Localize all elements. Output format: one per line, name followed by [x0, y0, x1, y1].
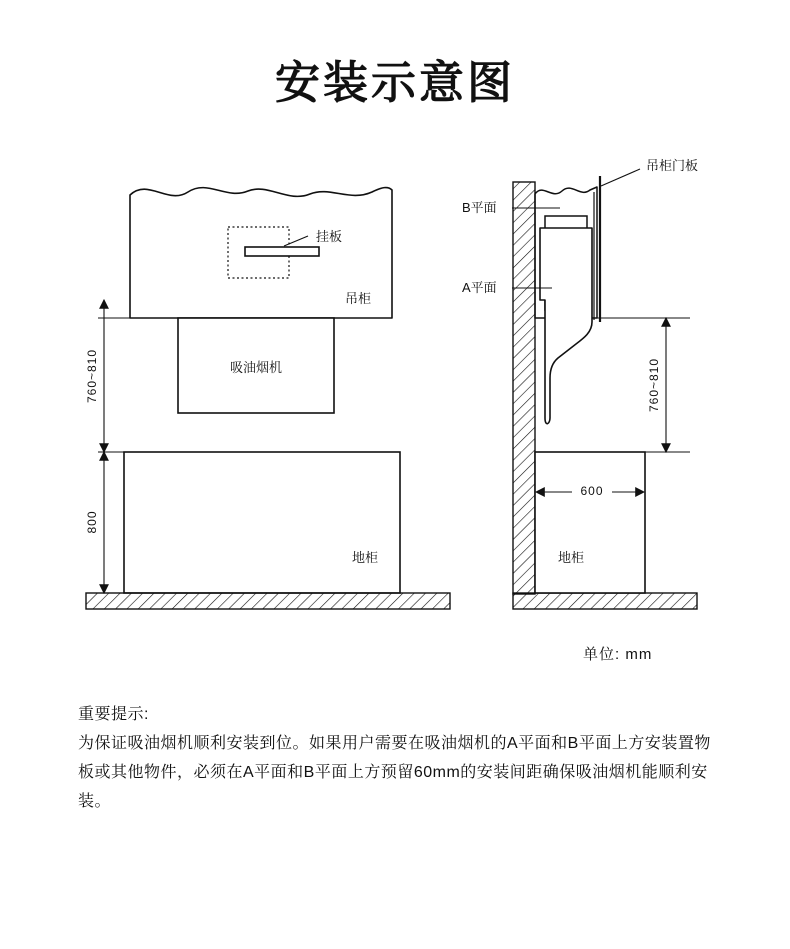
hanging-plate-leader — [284, 236, 308, 246]
page-title: 安装示意图 — [274, 57, 515, 108]
door-panel-label: 吊柜门板 — [646, 158, 699, 173]
plane-a-label: A平面 — [462, 280, 497, 295]
dim-label-760-810-right: 760~810 — [647, 357, 661, 413]
door-panel-leader — [601, 169, 640, 186]
hood-section-body — [540, 228, 592, 424]
hanging-cabinet-label: 吊柜 — [345, 291, 372, 306]
hanging-plate — [245, 247, 319, 256]
notes-heading: 重要提示: — [78, 706, 149, 723]
important-notes — [78, 700, 718, 816]
dim-label-800: 800 — [85, 510, 99, 534]
ground-hatch-left — [86, 593, 450, 609]
hanging-plate-label: 挂板 — [316, 229, 343, 244]
notes-body: 为保证吸油烟机顺利安装到位。如果用户需要在吸油烟机的A平面和B平面上方安装置物板或其他物件，必须在A平面和B平面上方预留60mm的安装间距确保吸油烟机能顺利安装。 — [78, 735, 711, 810]
dim-label-760-810-left: 760~810 — [85, 348, 99, 404]
floor-cabinet-left — [124, 452, 400, 593]
ground-hatch-right — [513, 593, 697, 609]
unit-note: 单位: mm — [583, 646, 653, 663]
floor-cabinet-label-left: 地柜 — [352, 550, 379, 565]
left-elevation-view — [85, 188, 450, 609]
floor-cabinet-label-right: 地柜 — [558, 550, 585, 565]
range-hood-label: 吸油烟机 — [229, 360, 283, 375]
right-section-view — [462, 158, 698, 609]
dim-label-600: 600 — [580, 484, 604, 498]
plane-b-label: B平面 — [462, 200, 497, 215]
wall-hatch-right — [513, 182, 535, 594]
floor-cabinet-right — [535, 452, 645, 593]
